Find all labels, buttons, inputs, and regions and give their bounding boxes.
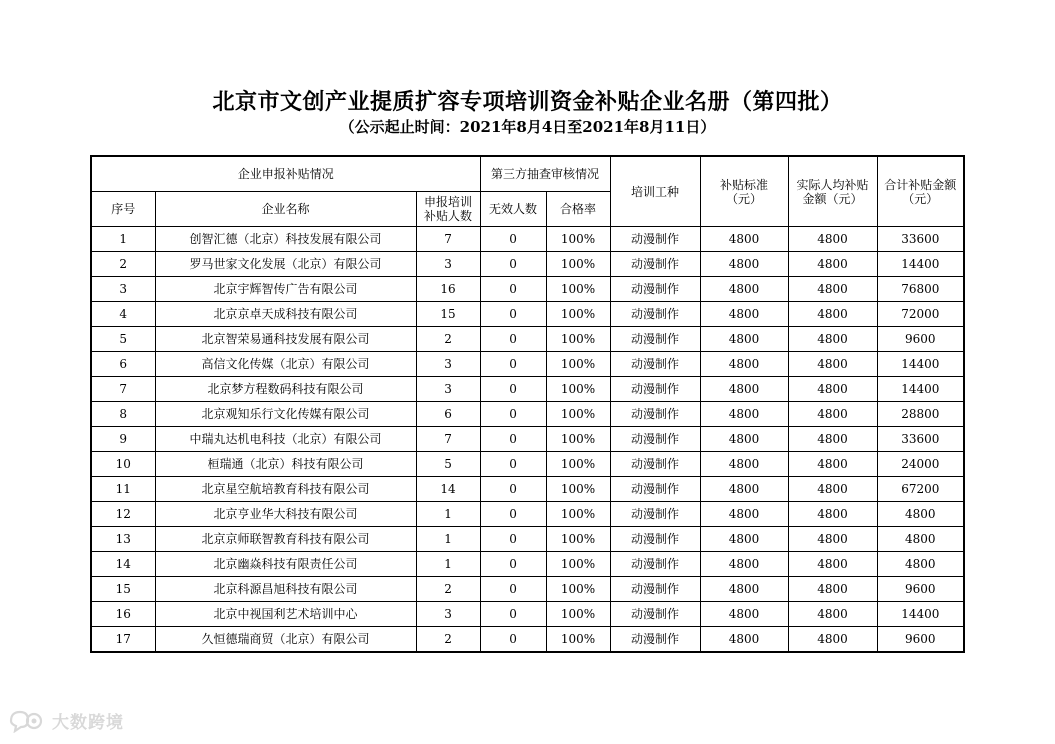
cell-seq: 13	[91, 527, 155, 552]
cell-trade: 动漫制作	[610, 477, 700, 502]
cell-standard: 4800	[700, 277, 788, 302]
cell-seq: 8	[91, 402, 155, 427]
cell-seq: 12	[91, 502, 155, 527]
cell-standard: 4800	[700, 477, 788, 502]
cell-standard: 4800	[700, 602, 788, 627]
cell-trade: 动漫制作	[610, 552, 700, 577]
cell-seq: 15	[91, 577, 155, 602]
table-row	[91, 327, 964, 352]
cell-pass-rate: 100%	[546, 277, 610, 302]
cell-seq: 7	[91, 377, 155, 402]
cell-reported-count: 7	[416, 227, 480, 252]
header-company-name: 企业名称	[155, 192, 416, 227]
cell-reported-count: 16	[416, 277, 480, 302]
header-seq: 序号	[91, 192, 155, 227]
table-row	[91, 252, 964, 277]
cell-seq: 6	[91, 352, 155, 377]
header-standard: 补贴标准（元）	[700, 156, 788, 227]
cell-standard: 4800	[700, 302, 788, 327]
cell-pass-rate: 100%	[546, 377, 610, 402]
cell-total: 4800	[877, 527, 964, 552]
header-invalid-count: 无效人数	[480, 192, 546, 227]
header-total: 合计补贴金额（元）	[877, 156, 964, 227]
cell-company-name: 北京梦方程数码科技有限公司	[155, 377, 416, 402]
cell-seq: 11	[91, 477, 155, 502]
table-row	[91, 402, 964, 427]
cell-pass-rate: 100%	[546, 577, 610, 602]
cell-actual-per-person: 4800	[788, 377, 877, 402]
cell-company-name: 桓瑞通（北京）科技有限公司	[155, 452, 416, 477]
table-row	[91, 627, 964, 653]
cell-company-name: 北京中视国利艺术培训中心	[155, 602, 416, 627]
cell-invalid-count: 0	[480, 302, 546, 327]
cell-total: 24000	[877, 452, 964, 477]
document-title: 北京市文创产业提质扩容专项培训资金补贴企业名册（第四批）	[212, 89, 843, 115]
cell-total: 76800	[877, 277, 964, 302]
cell-actual-per-person: 4800	[788, 352, 877, 377]
cell-company-name: 北京星空航培教育科技有限公司	[155, 477, 416, 502]
cell-total: 9600	[877, 627, 964, 653]
cell-total: 14400	[877, 377, 964, 402]
cell-total: 4800	[877, 502, 964, 527]
cell-seq: 14	[91, 552, 155, 577]
cell-reported-count: 7	[416, 427, 480, 452]
cell-seq: 4	[91, 302, 155, 327]
cell-trade: 动漫制作	[610, 302, 700, 327]
cell-trade: 动漫制作	[610, 327, 700, 352]
cell-invalid-count: 0	[480, 527, 546, 552]
cell-reported-count: 3	[416, 252, 480, 277]
cell-invalid-count: 0	[480, 427, 546, 452]
cell-invalid-count: 0	[480, 252, 546, 277]
cell-total: 14400	[877, 252, 964, 277]
table-row	[91, 602, 964, 627]
cell-actual-per-person: 4800	[788, 502, 877, 527]
cell-seq: 3	[91, 277, 155, 302]
cell-company-name: 创智汇德（北京）科技发展有限公司	[155, 227, 416, 252]
cell-pass-rate: 100%	[546, 327, 610, 352]
cell-actual-per-person: 4800	[788, 527, 877, 552]
cell-standard: 4800	[700, 377, 788, 402]
header-trade: 培训工种	[610, 156, 700, 227]
cell-pass-rate: 100%	[546, 452, 610, 477]
cell-total: 9600	[877, 577, 964, 602]
cell-company-name: 北京智荣易通科技发展有限公司	[155, 327, 416, 352]
cell-company-name: 久恒德瑞商贸（北京）有限公司	[155, 627, 416, 653]
cell-reported-count: 3	[416, 377, 480, 402]
table-row	[91, 427, 964, 452]
cell-pass-rate: 100%	[546, 502, 610, 527]
cell-actual-per-person: 4800	[788, 452, 877, 477]
cell-trade: 动漫制作	[610, 577, 700, 602]
cell-reported-count: 1	[416, 502, 480, 527]
cell-trade: 动漫制作	[610, 277, 700, 302]
cell-pass-rate: 100%	[546, 627, 610, 653]
header-actual-per-person: 实际人均补贴金额（元）	[788, 156, 877, 227]
cell-reported-count: 2	[416, 627, 480, 653]
cell-trade: 动漫制作	[610, 452, 700, 477]
subsidy-table	[90, 155, 965, 653]
document-subtitle: （公示起止时间：2021年8月4日至2021年8月11日）	[339, 118, 716, 136]
cell-company-name: 北京观知乐行文化传媒有限公司	[155, 402, 416, 427]
cell-company-name: 北京科源昌旭科技有限公司	[155, 577, 416, 602]
cell-seq: 2	[91, 252, 155, 277]
cell-actual-per-person: 4800	[788, 577, 877, 602]
cell-invalid-count: 0	[480, 277, 546, 302]
cell-pass-rate: 100%	[546, 402, 610, 427]
cell-total: 9600	[877, 327, 964, 352]
watermark-text: 大数跨境	[52, 713, 124, 733]
cell-trade: 动漫制作	[610, 627, 700, 653]
cell-invalid-count: 0	[480, 577, 546, 602]
cell-pass-rate: 100%	[546, 227, 610, 252]
cell-standard: 4800	[700, 252, 788, 277]
cell-company-name: 北京京卓天成科技有限公司	[155, 302, 416, 327]
cell-seq: 9	[91, 427, 155, 452]
cell-standard: 4800	[700, 452, 788, 477]
cell-actual-per-person: 4800	[788, 252, 877, 277]
group-header-third-party-audit: 第三方抽查审核情况	[480, 156, 610, 192]
cell-invalid-count: 0	[480, 402, 546, 427]
table-row	[91, 302, 964, 327]
group-header-enterprise-report: 企业申报补贴情况	[91, 156, 480, 192]
table-row	[91, 477, 964, 502]
cell-trade: 动漫制作	[610, 502, 700, 527]
cell-standard: 4800	[700, 327, 788, 352]
cell-trade: 动漫制作	[610, 602, 700, 627]
cell-trade: 动漫制作	[610, 227, 700, 252]
cell-invalid-count: 0	[480, 552, 546, 577]
cell-reported-count: 1	[416, 527, 480, 552]
table-row	[91, 502, 964, 527]
table-row	[91, 352, 964, 377]
table-row	[91, 527, 964, 552]
cell-trade: 动漫制作	[610, 377, 700, 402]
cell-company-name: 罗马世家文化发展（北京）有限公司	[155, 252, 416, 277]
cell-invalid-count: 0	[480, 627, 546, 653]
cell-standard: 4800	[700, 502, 788, 527]
cell-standard: 4800	[700, 527, 788, 552]
cell-reported-count: 2	[416, 577, 480, 602]
table-body	[91, 227, 964, 653]
cell-standard: 4800	[700, 627, 788, 653]
cell-company-name: 中瑞丸达机电科技（北京）有限公司	[155, 427, 416, 452]
cell-total: 67200	[877, 477, 964, 502]
logo-icon	[8, 709, 46, 733]
cell-actual-per-person: 4800	[788, 477, 877, 502]
cell-standard: 4800	[700, 577, 788, 602]
cell-actual-per-person: 4800	[788, 552, 877, 577]
cell-pass-rate: 100%	[546, 302, 610, 327]
cell-actual-per-person: 4800	[788, 402, 877, 427]
cell-total: 33600	[877, 427, 964, 452]
table-row	[91, 227, 964, 252]
cell-pass-rate: 100%	[546, 252, 610, 277]
cell-invalid-count: 0	[480, 502, 546, 527]
cell-pass-rate: 100%	[546, 352, 610, 377]
cell-invalid-count: 0	[480, 227, 546, 252]
cell-company-name: 北京亨业华大科技有限公司	[155, 502, 416, 527]
cell-reported-count: 2	[416, 327, 480, 352]
header-pass-rate: 合格率	[546, 192, 610, 227]
cell-total: 33600	[877, 227, 964, 252]
header-reported-count: 申报培训补贴人数	[416, 192, 480, 227]
cell-total: 4800	[877, 552, 964, 577]
table-row	[91, 552, 964, 577]
cell-seq: 10	[91, 452, 155, 477]
cell-total: 14400	[877, 352, 964, 377]
cell-invalid-count: 0	[480, 477, 546, 502]
cell-seq: 17	[91, 627, 155, 653]
cell-actual-per-person: 4800	[788, 627, 877, 653]
cell-company-name: 北京京师联智教育科技有限公司	[155, 527, 416, 552]
cell-reported-count: 3	[416, 602, 480, 627]
cell-standard: 4800	[700, 552, 788, 577]
cell-invalid-count: 0	[480, 452, 546, 477]
cell-trade: 动漫制作	[610, 352, 700, 377]
cell-reported-count: 1	[416, 552, 480, 577]
table-row	[91, 277, 964, 302]
cell-company-name: 北京宇辉智传广告有限公司	[155, 277, 416, 302]
cell-actual-per-person: 4800	[788, 427, 877, 452]
cell-standard: 4800	[700, 227, 788, 252]
cell-actual-per-person: 4800	[788, 602, 877, 627]
cell-seq: 16	[91, 602, 155, 627]
cell-seq: 5	[91, 327, 155, 352]
cell-pass-rate: 100%	[546, 527, 610, 552]
cell-company-name: 北京幽焱科技有限责任公司	[155, 552, 416, 577]
table-row	[91, 377, 964, 402]
cell-pass-rate: 100%	[546, 552, 610, 577]
cell-pass-rate: 100%	[546, 477, 610, 502]
cell-standard: 4800	[700, 427, 788, 452]
cell-invalid-count: 0	[480, 602, 546, 627]
cell-total: 72000	[877, 302, 964, 327]
cell-trade: 动漫制作	[610, 527, 700, 552]
watermark	[8, 708, 124, 733]
cell-total: 14400	[877, 602, 964, 627]
cell-actual-per-person: 4800	[788, 227, 877, 252]
cell-invalid-count: 0	[480, 352, 546, 377]
cell-reported-count: 14	[416, 477, 480, 502]
cell-standard: 4800	[700, 352, 788, 377]
cell-reported-count: 6	[416, 402, 480, 427]
cell-reported-count: 15	[416, 302, 480, 327]
cell-pass-rate: 100%	[546, 602, 610, 627]
cell-reported-count: 3	[416, 352, 480, 377]
table-row	[91, 577, 964, 602]
cell-seq: 1	[91, 227, 155, 252]
cell-company-name: 高信文化传媒（北京）有限公司	[155, 352, 416, 377]
cell-invalid-count: 0	[480, 377, 546, 402]
cell-actual-per-person: 4800	[788, 277, 877, 302]
cell-invalid-count: 0	[480, 327, 546, 352]
cell-total: 28800	[877, 402, 964, 427]
cell-actual-per-person: 4800	[788, 327, 877, 352]
cell-trade: 动漫制作	[610, 252, 700, 277]
cell-trade: 动漫制作	[610, 402, 700, 427]
table-row	[91, 452, 964, 477]
cell-standard: 4800	[700, 402, 788, 427]
cell-pass-rate: 100%	[546, 427, 610, 452]
cell-reported-count: 5	[416, 452, 480, 477]
cell-trade: 动漫制作	[610, 427, 700, 452]
cell-actual-per-person: 4800	[788, 302, 877, 327]
